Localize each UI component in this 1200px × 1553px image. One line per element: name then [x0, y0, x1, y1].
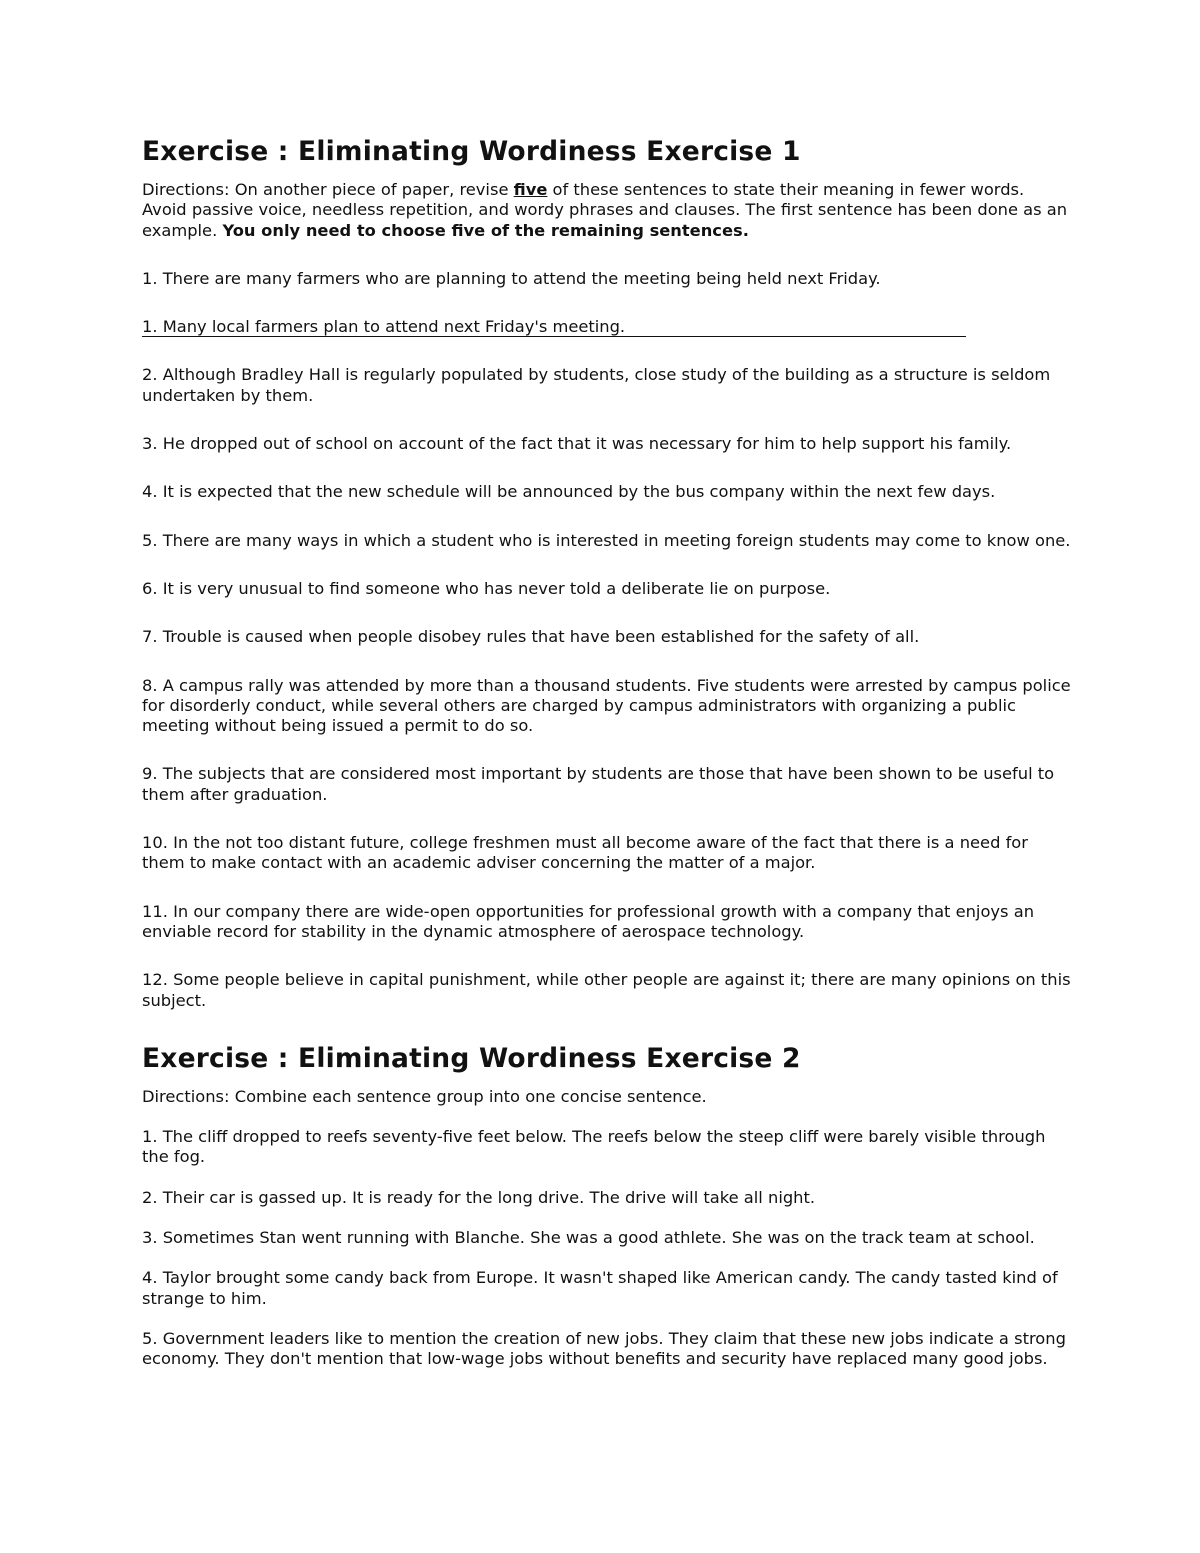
exercise1-directions — [142, 180, 1072, 241]
exercise1-item-12: 12. Some people believe in capital punishment, while other people are against it; there are many opinions on this subject. — [142, 970, 1071, 1010]
exercise1-title: Exercise : Eliminating Wordiness Exercise 1 — [142, 136, 801, 167]
directions-text-before: Directions: On another piece of paper, revise — [142, 180, 514, 199]
example-sentence: 1. There are many farmers who are planning to attend the meeting being held next Friday. — [142, 268, 881, 288]
exercise1-item-8: 8. A campus rally was attended by more than a thousand students. Five students were arrested by campus police for disorderly conduct, while several others are charged by campus administrators with organizing a public meeting without being issued a permit to do so. — [142, 675, 1071, 736]
exercise1-item-6: 6. It is very unusual to find someone who has never told a deliberate lie on purpose. — [142, 578, 831, 598]
exercise2-item-3: 3. Sometimes Stan went running with Blanche. She was a good athlete. She was on the track team at school. — [142, 1228, 1035, 1248]
exercise1-item-5: 5. There are many ways in which a student who is interested in meeting foreign students may come to know one. — [142, 530, 1071, 550]
exercise1-item-7: 7. Trouble is caused when people disobey rules that have been established for the safety of all. — [142, 627, 920, 647]
example-revision: 1. Many local farmers plan to attend next Friday's meeting. — [142, 317, 966, 337]
document-page — [142, 132, 1072, 1370]
exercise2-item-5: 5. Government leaders like to mention the creation of new jobs. They claim that these new jobs indicate a strong economy. They don't mention that low-wage jobs without benefits and security have replaced many good jobs. — [142, 1328, 1066, 1369]
exercise2-title: Exercise : Eliminating Wordiness Exercise 2 — [142, 1042, 801, 1074]
exercise1-item-9: 9. The subjects that are considered most important by students are those that have been shown to be useful to them after graduation. — [142, 764, 1055, 804]
exercise1-item-11: 11. In our company there are wide-open opportunities for professional growth with a company that enjoys an enviable record for stability in the dynamic atmosphere of aerospace technology. — [142, 901, 1035, 941]
exercise1-item-2: 2. Although Bradley Hall is regularly populated by students, close study of the building as a structure is seldom undertaken by them. — [142, 365, 1051, 405]
exercise2-item-1: 1. The cliff dropped to reefs seventy-five feet below. The reefs below the steep cliff were barely visible through the fog. — [142, 1127, 1046, 1167]
exercise2-item-4: 4. Taylor brought some candy back from Europe. It wasn't shaped like American candy. The candy tasted kind of strange to him. — [142, 1268, 1058, 1308]
directions-bold-note: You only need to choose five of the remaining sentences. — [222, 220, 749, 240]
exercise2-directions: Directions: Combine each sentence group into one concise sentence. — [142, 1086, 707, 1106]
example-revision-line — [142, 317, 1072, 337]
exercise1-item-3: 3. He dropped out of school on account of the fact that it was necessary for him to help support his family. — [142, 434, 1012, 454]
exercise1-item-4: 4. It is expected that the new schedule will be announced by the bus company within the next few days. — [142, 482, 996, 502]
exercise2-item-2: 2. Their car is gassed up. It is ready for the long drive. The drive will take all night. — [142, 1187, 816, 1207]
directions-keyword: five — [513, 180, 548, 199]
exercise1-item-10: 10. In the not too distant future, college freshmen must all become aware of the fact that there is a need for them to make contact with an academic adviser concerning the matter of a major. — [142, 833, 1028, 873]
directions-text-after: of these sentences to state their meaning in fewer words. Avoid passive voice, needless repetition, and wordy phrases and clauses. The first sentence has been done as an example. — [142, 180, 1068, 240]
